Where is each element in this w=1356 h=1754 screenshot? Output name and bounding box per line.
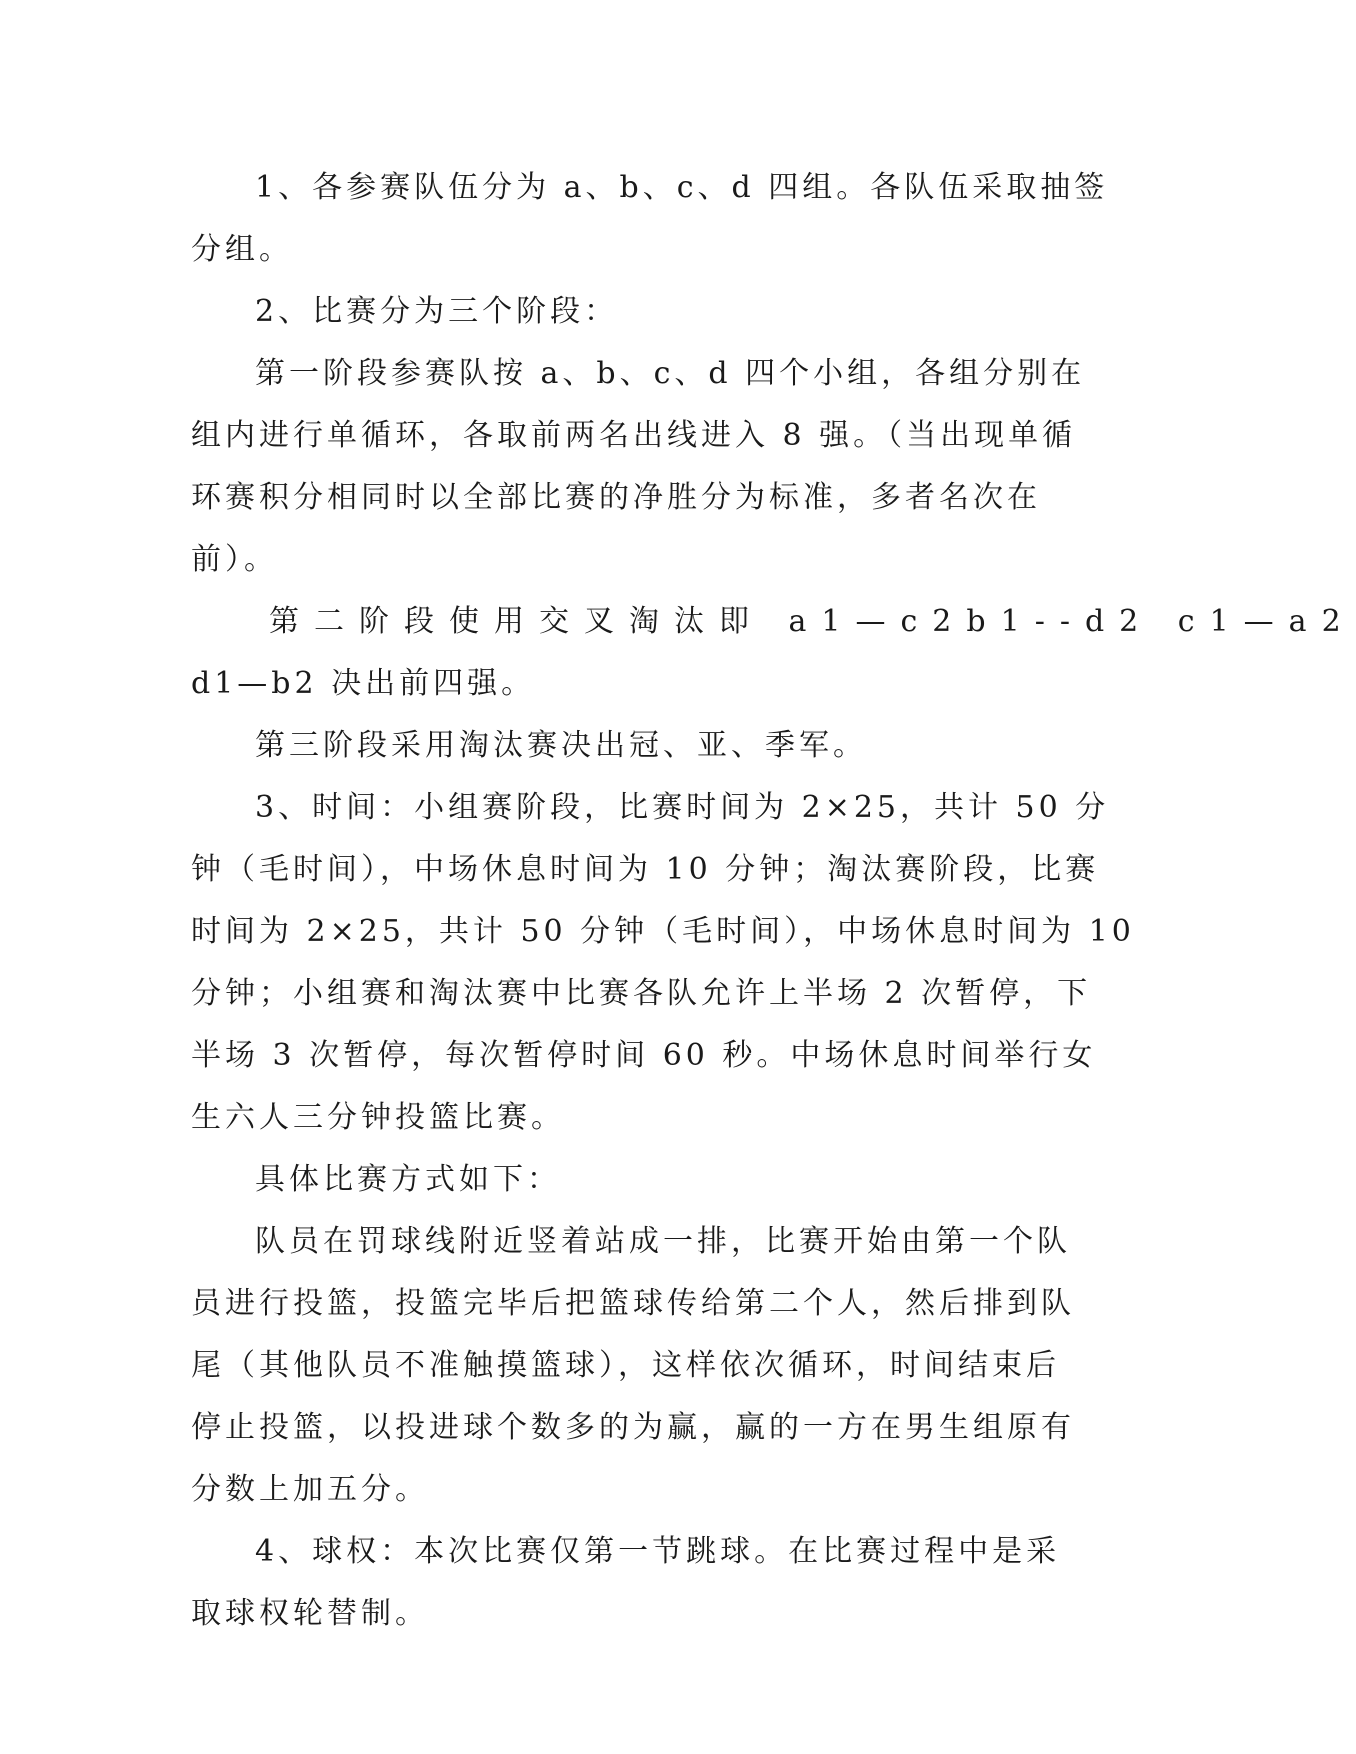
method-line-1: 队员在罚球线附近竖着站成一排，比赛开始由第一个队 (255, 1224, 1071, 1259)
rule-4-line-1: 4、球权：本次比赛仅第一节跳球。在比赛过程中是采 (255, 1534, 1061, 1569)
method-heading: 具体比赛方式如下： (255, 1162, 561, 1197)
stage-2-line-1: 第二阶段使用交叉淘汰即 a1—c2b1--d2 c1—a2 (269, 604, 1356, 639)
rule-1-line-1: 1、各参赛队伍分为 a、b、c、d 四组。各队伍采取抽签 (255, 170, 1109, 205)
stage-3-line: 第三阶段采用淘汰赛决出冠、亚、季军。 (255, 728, 867, 763)
document-body (191, 157, 1356, 1645)
method-line-5: 分数上加五分。 (191, 1472, 429, 1507)
rule-2-heading: 2、比赛分为三个阶段： (255, 294, 619, 329)
rule-3-line-5: 半场 3 次暂停，每次暂停时间 60 秒。中场休息时间举行女 (191, 1038, 1097, 1073)
stage-1-line-2: 组内进行单循环，各取前两名出线进入 8 强。（当出现单循 (191, 418, 1077, 453)
rule-3-line-3: 时间为 2×25，共计 50 分钟（毛时间），中场休息时间为 10 (191, 914, 1135, 949)
rule-4-line-2: 取球权轮替制。 (191, 1596, 429, 1631)
method-line-2: 员进行投篮，投篮完毕后把篮球传给第二个人，然后排到队 (191, 1286, 1075, 1321)
rule-1-line-2: 分组。 (191, 232, 293, 267)
rule-3-line-2: 钟（毛时间），中场休息时间为 10 分钟；淘汰赛阶段，比赛 (191, 852, 1100, 887)
stage-1-line-4: 前）。 (191, 542, 278, 577)
stage-1-line-1: 第一阶段参赛队按 a、b、c、d 四个小组，各组分别在 (255, 356, 1086, 391)
method-line-3: 尾（其他队员不准触摸篮球），这样依次循环，时间结束后 (191, 1348, 1060, 1383)
stage-2-line-2: d1—b2 决出前四强。 (191, 666, 536, 701)
method-line-4: 停止投篮，以投进球个数多的为赢，赢的一方在男生组原有 (191, 1410, 1075, 1445)
rule-3-line-6: 生六人三分钟投篮比赛。 (191, 1100, 565, 1135)
rule-3-line-4: 分钟；小组赛和淘汰赛中比赛各队允许上半场 2 次暂停，下 (191, 976, 1092, 1011)
stage-1-line-3: 环赛积分相同时以全部比赛的净胜分为标准，多者名次在 (191, 480, 1041, 515)
rule-3-line-1: 3、时间：小组赛阶段，比赛时间为 2×25，共计 50 分 (255, 790, 1110, 825)
